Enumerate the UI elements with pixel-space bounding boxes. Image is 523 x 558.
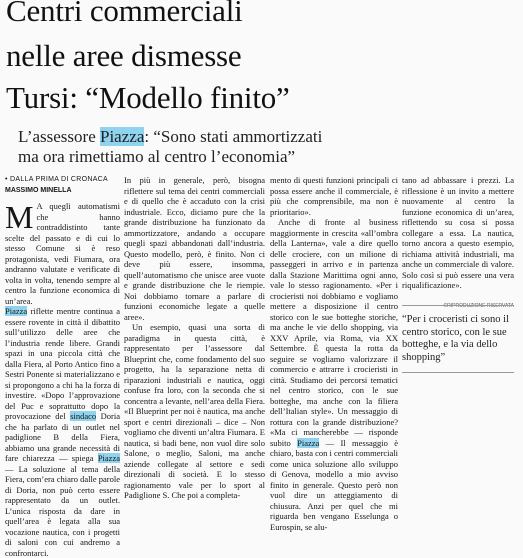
headline-line-3: Tursi: “Modello finito” <box>6 80 290 115</box>
paragraph: mento di questi funzioni principali ci possa essere anche il commerciale, è più che comprensibile, ma non è prioritario». <box>270 175 398 217</box>
copyright-credit: ©RIPRODUZIONE RISERVATA <box>443 302 514 309</box>
section-kicker: • DALLA PRIMA DI CRONACA <box>5 176 109 183</box>
highlighted-name: Piazza <box>297 437 320 448</box>
headline-line-2: nelle aree dismesse <box>6 38 242 73</box>
paragraph: Un esempio, quasi una sorta di paradigma in questa città, è rappresentato per l’assessore dal Blueprint che, come fondamento del suo progetto, ha la separazione netta di riparazioni industriali e nautica, oggi confuse fra loro, con la seconda che si concentra a levante, nell’area della Fiera. «Il Blueprint per noi è nautica, ma anche sport e centri direzionali – dice – Non vogliamo che diventi un’altra Fiumara. E nautica, si badi bene, non vuol dire solo Salone, o meglio, Saloni, ma anche aziende collegate al settore e sedi direzionali di società. E lo stesso ragionamento vale per lo sport al Padiglione S. Che poi a completa- <box>124 322 265 500</box>
paragraph <box>270 217 398 532</box>
pull-quote: “Per i croceristi ci sono il centro storico, con le sue botteghe, e la via dello shopping” <box>402 305 514 373</box>
subheadline <box>18 127 322 146</box>
paragraph <box>5 306 120 558</box>
paragraph-text: A quegli automatismi che hanno contraddistinto tante scelte del passato e di cui lo stesso Comune si è reso protagonista, vedi Fiumara, ora andranno valutate e verificate di volta in volta, tenendo sempre al centro la funzione economica di un’area. <box>5 201 120 306</box>
highlighted-name: Piazza <box>97 453 120 463</box>
subheadline-pre: L’assessore <box>18 127 100 146</box>
paragraph-text: — Il messaggio è chiaro, basta con i centri commerciali come unica soluzione allo sviluppo di Genova, modello a mio avviso finito in generale. Questo però non vuol dire un atteggiamento di chiusura. Anzi per quel che mi riguarda ben vengano Esselunga o Eurospin, se alu- <box>270 437 398 532</box>
headline-line-1: Centri commerciali <box>6 0 243 28</box>
paragraph <box>5 201 120 306</box>
highlighted-name: Piazza <box>5 306 28 316</box>
paragraph: tano ad abbassare i prezzi. La riflessione è un invito a mettere nuovamente al centro la funzione economica di un’area, riflettendo su cosa si possa collegare a essa. La nautica, torno ancora a questo esempio, richiama attività industriali, ma anche un commerciale di valore. Solo così si può essere una vera riqualificazione». <box>402 175 514 290</box>
article-column-4 <box>402 175 514 309</box>
article-column-3 <box>270 175 398 532</box>
paragraph-text: Doria che ha parlato di un outlet nel padiglione B della Fiera, abbiamo una grande necessità di fare chiarezza — spiega <box>5 411 120 463</box>
highlighted-word: sindaco <box>70 411 97 421</box>
paragraph-text: — La soluzione al tema della Fiera, com’era chiaro dalle parole di Doria, non può certo essere rappresentato da un outlet. L’unica risposta da dare in quell’area è legata alla sua vocazione nautica, con i progetti di saloni con cui andremo a confrontarci. <box>5 463 120 558</box>
paragraph: In più in generale, però, bisogna riflettere sul tema dei centri commerciali e di quello che è accaduto con la crisi industriale. Ecco, diciamo pure che la grande distribuzione ha funzionato da ammortizzatore, andando a occupare quegli spazi abbandonati dall’industria. Questo modello, però, è finito. Non ci deve più essere, insomma, quell’automatismo che unisce aree vuote e grande distribuzione che le riempie. Noi dobbiamo tornare a parlare di funzioni economiche legate a quelle aree». <box>124 175 265 322</box>
author-byline: MASSIMO MINELLA <box>5 186 72 194</box>
paragraph-text: riflette mentre continua a essere rovente in città il dibattito sull’utilizzo delle aree che l’industria rende libere. Grandi spazi in una piccola città che dalla Fiera, al Porto Antico fino a Sestri Ponente si materializzano e si propongono a chi ha la forza di investire. «Dopo l’approvazione del Puc e soprattutto dopo la provocazione del <box>5 306 120 421</box>
subheadline-post: : “Sono stati ammortizzati <box>144 127 323 146</box>
drop-cap: M <box>5 199 34 235</box>
article-column-1 <box>5 175 120 558</box>
subheadline-line-2: ma ora rimettiamo al centro l’economia” <box>18 147 296 166</box>
highlighted-name: Piazza <box>100 127 145 146</box>
paragraph-text: Anche di fronte al business maggiormente in crescita «all’ombra della Lanterna», vale a dire quello delle crociere, con un milione di passeggeri in arrivo e in partenza dalla Stazione Marittima ogni anno, vale lo stesso ragionamento. «Per i crocieristi noi dobbiamo e vogliamo mettere a disposizione il centro storico con le sue botteghe storiche, ma anche le vie dello shopping, via XXV Aprile, via Roma, via XX Settembre. È questa la rotta da seguire se vogliamo valorizzare il commercio e attrarre i crocieristi in città. Studiamo dei percorsi tematici nel centro storico, con le sue botteghe, ma anche con la filiera dell’Italian style». Un messaggio di rottura con la grande distribuzione? «Ma ci mancherebbe — risponde subito <box>270 217 398 448</box>
article-column-2 <box>124 175 265 503</box>
